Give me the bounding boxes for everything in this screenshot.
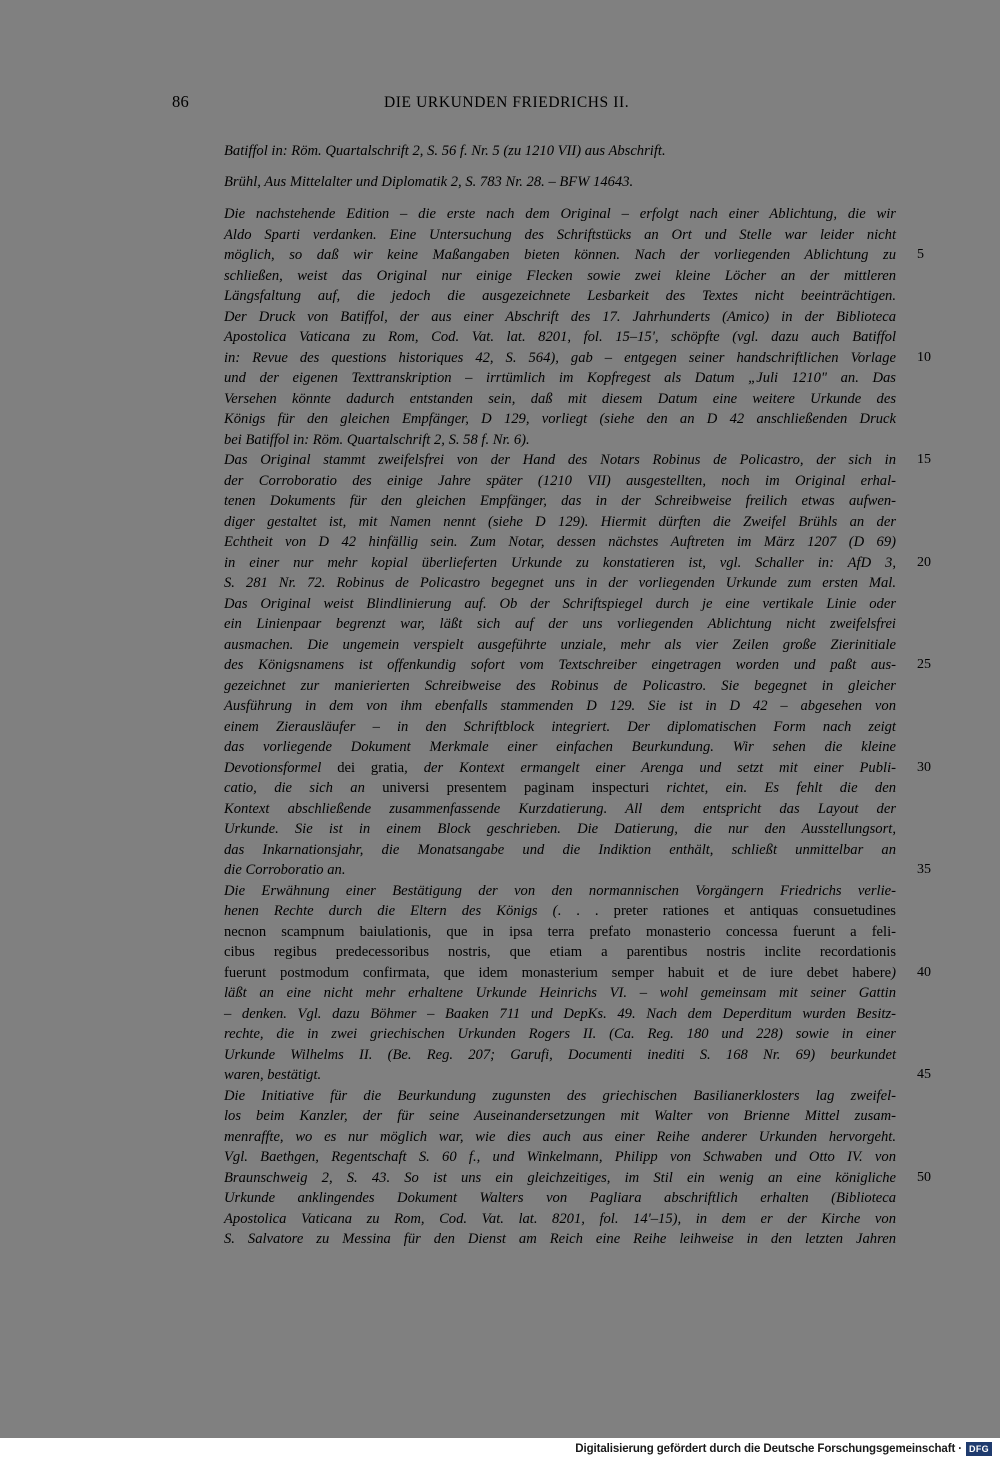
text-segment: des Königsnamens ist offenkundig sofort vom Textschreiber eingetragen worden und paßt aus- <box>224 657 896 673</box>
text-segment: und der eigenen Texttranskription – irrtümlich im Kopfregest als Datum „Juli 1210" an. Das <box>224 370 896 386</box>
text-line <box>224 696 896 717</box>
text-line <box>224 1065 931 1086</box>
line-number: 50 <box>917 1169 931 1185</box>
text-line <box>224 860 931 881</box>
quoted-latin-text: dei gratia <box>337 759 405 776</box>
text-line <box>224 532 896 553</box>
text-line <box>224 881 896 902</box>
quoted-latin-text: fuerunt postmodum confirmata, que idem monasterium semper habuit et de iure debet habere <box>224 964 892 981</box>
text-segment: ein Linienpaar begrenzt war, läßt sich auf der uns vorliegenden Ablichtung nicht zweifelsfrei <box>224 616 896 632</box>
text-line <box>224 512 896 533</box>
text-segment: bei Batiffol in: Röm. Quartalschrift 2, S. 58 f. Nr. 6). <box>224 431 530 448</box>
text-line <box>224 1168 931 1189</box>
text-line <box>224 614 896 635</box>
line-number: 20 <box>917 554 931 570</box>
text-line <box>224 204 896 225</box>
text-line <box>224 840 896 861</box>
text-segment: Urkunde anklingendes Dokument Walters von Pagliara abschriftlich erhalten (Biblioteca <box>224 1190 896 1206</box>
text-segment: Apostolica Vaticana zu Rom, Cod. Vat. lat. 8201, fol. 15–15', schöpfte (vgl. dazu auch Batiffol <box>224 329 896 345</box>
text-line <box>224 1229 896 1250</box>
text-segment: läßt an eine nicht mehr erhaltene Urkunde Heinrichs VI. – wohl gemeinsam mit seiner Gattin <box>224 985 896 1001</box>
dfg-logo: DFG <box>966 1442 992 1456</box>
text-line <box>224 553 931 574</box>
text-segment: – denken. Vgl. dazu Böhmer – Baaken 711 und DepKs. 49. Nach dem Deperditum wurden Besitz- <box>224 1005 896 1022</box>
text-segment: menraffte, wo es nur möglich war, wie dies auch aus einer Reihe anderer Urkunden hervorgeht. <box>224 1128 896 1145</box>
text-segment: Apostolica Vaticana zu Rom, Cod. Vat. lat. 8201, fol. 14'–15), in dem er der Kirche von <box>224 1210 896 1227</box>
text-segment: Längsfaltung auf, die jedoch die ausgezeichnete Lesbarkeit des Textes nicht beeinträchtigen. <box>224 288 896 304</box>
text-segment: in einer nur mehr kopial überlieferten Urkunde zu konstatieren ist, vgl. Schaller in: AfD 3, <box>224 554 896 571</box>
text-line <box>224 778 896 799</box>
quoted-latin-text: . . . preter rationes et antiquas consuetudines <box>557 903 896 919</box>
text-segment: Das Original stammt zweifelsfrei von der Hand des Notars Robinus de Policastro, der sich in <box>224 452 896 468</box>
text-line <box>224 901 896 922</box>
text-line <box>224 1147 896 1168</box>
text-line <box>224 471 896 492</box>
bibliography-line: Batiffol in: Röm. Quartalschrift 2, S. 56 f. Nr. 5 (zu 1210 VII) aus Abschrift. <box>224 143 666 159</box>
text-segment: Königs für den gleichen Empfänger, D 129, vorliegt (siehe den an D 42 anschließenden Druck <box>224 411 896 427</box>
text-line <box>224 573 896 594</box>
text-line <box>224 655 931 676</box>
text-segment: das Inkarnationsjahr, die Monatsangabe und die Indiktion enthält, schließt unmittelbar an <box>224 841 896 858</box>
text-segment: ausmachen. Die ungemein verspielt ausgeführte unziale, mehr als vier Zeilen große Zierinitiale <box>224 636 896 653</box>
text-line <box>224 1086 896 1107</box>
text-line <box>224 1024 896 1045</box>
text-segment: das vorliegende Dokument Merkmale einer einfachen Beurkundung. Wir sehen die kleine <box>224 739 896 755</box>
text-segment: Braunschweig 2, S. 43. So ist uns ein gleichzeitiges, im Stil ein wenig an eine königliche <box>224 1169 896 1186</box>
text-segment: Die nachstehende Edition – die erste nach dem Original – erfolgt nach einer Ablichtung, die wir <box>224 206 896 222</box>
text-segment: Die Erwähnung einer Bestätigung der von den normannischen Vorgängern Friedrichs verlie- <box>224 882 896 899</box>
text-segment: gezeichnet zur manierierten Schreibweise des Robinus de Policastro. Sie begegnet in gleicher <box>224 677 896 694</box>
text-segment: Urkunde Wilhelms II. (Be. Reg. 207; Garufi, Documenti inediti S. 168 Nr. 69) beurkundet <box>224 1046 896 1063</box>
text-segment: Urkunde. Sie ist in einem Block geschrieben. Die Datierung, die nur den Ausstellungsort, <box>224 821 896 837</box>
text-line <box>224 737 896 758</box>
text-segment: in: Revue des questions historiques 42, S. 564), gab – entgegen seiner handschriftlichen Vorlage <box>224 349 896 366</box>
text-segment: , der Kontext ermangelt einer Arenga und setzt mit einer Publi- <box>404 759 896 776</box>
line-number: 25 <box>917 657 931 672</box>
line-number: 35 <box>917 862 931 877</box>
text-segment: S. 281 Nr. 72. Robinus de Policastro begegnet uns in der vorliegenden Urkunde zum ersten Mal. <box>224 575 896 591</box>
text-line <box>224 758 931 779</box>
text-segment: S. Salvatore zu Messina für den Dienst am Reich eine Reihe leihweise in den letzten Jahren <box>224 1231 896 1247</box>
text-segment: Versehen könnte dadurch entstanden sein, daß mit diesem Datum eine weitere Urkunde des <box>224 390 896 407</box>
text-line <box>224 983 896 1004</box>
line-number: 40 <box>917 964 931 980</box>
text-line <box>224 225 896 246</box>
text-segment: Das Original weist Blindlinierung auf. Ob der Schriftspiegel durch je eine vertikale Linie oder <box>224 595 896 612</box>
text-segment: einem Zierausläufer – in den Schriftblock integriert. Der diplomatischen Form nach zeigt <box>224 718 896 735</box>
text-line <box>224 389 896 410</box>
text-segment: Der Druck von Batiffol, der aus einer Abschrift des 17. Jahrhunderts (Amico) in der Biblioteca <box>224 308 896 325</box>
text-line <box>224 1045 896 1066</box>
text-segment: henen Rechte durch die Eltern des Königs ( <box>224 903 558 919</box>
page-title: DIE URKUNDEN FRIEDRICHS II. <box>384 94 630 111</box>
text-line <box>224 963 931 984</box>
commentary-text <box>224 204 931 1250</box>
text-segment: Vgl. Baethgen, Regentschaft S. 60 f., und Winkelmann, Philipp von Schwaben und Otto IV. von <box>224 1149 896 1165</box>
text-line <box>224 368 896 389</box>
text-line <box>224 922 896 943</box>
text-segment: richtet, ein. Es fehlt die den <box>649 780 897 796</box>
text-line <box>224 430 896 451</box>
text-segment: Devotionsformel <box>224 759 338 776</box>
text-line <box>224 1209 896 1230</box>
text-segment: der Corroboratio des einige Jahre später (1210 VII) ausgestellten, noch im Original erhal- <box>224 472 896 489</box>
text-segment: rechte, die in zwei griechischen Urkunden Rogers II. (Ca. Reg. 180 und 228) sowie in einer <box>224 1026 896 1042</box>
text-segment: die Corroboratio an. <box>224 862 346 878</box>
text-line <box>224 635 896 656</box>
text-line <box>224 1004 896 1025</box>
text-segment: möglich, so daß wir keine Maßangaben bieten können. Nach der vorliegenden Ablichtung zu <box>224 247 896 263</box>
text-line <box>224 266 896 287</box>
text-segment: Aldo Sparti verdanken. Eine Untersuchung des Schriftstücks an Ort und Stelle war leider nicht <box>224 226 896 243</box>
text-line <box>224 450 931 471</box>
running-head <box>172 92 892 116</box>
text-segment: Die Initiative für die Beurkundung zugunsten des griechischen Basilianerklosters lag zweifel- <box>224 1087 896 1104</box>
text-segment: los beim Kanzler, der für seine Auseinandersetzungen mit Walter von Brienne Mittel zusam- <box>224 1108 896 1124</box>
text-line <box>224 717 896 738</box>
line-number: 15 <box>917 452 931 467</box>
text-line <box>224 286 896 307</box>
quoted-latin-text: cibus regibus predecessoribus nostris, que etiam a parentibus nostris inclite recordationis <box>224 944 896 960</box>
text-segment: schließen, weist das Original nur einige Flecken sowie zwei kleine Löcher an der mittleren <box>224 267 896 284</box>
line-number: 10 <box>917 349 931 365</box>
bibliography-line: Brühl, Aus Mittelalter und Diplomatik 2, S. 783 Nr. 28. – BFW 14643. <box>224 174 634 190</box>
text-segment: waren, bestätigt. <box>224 1067 322 1083</box>
quoted-latin-text: universi presentem paginam inspecturi <box>382 780 650 796</box>
text-segment: catio, die sich an <box>224 780 383 796</box>
text-line <box>224 594 896 615</box>
text-line <box>224 1106 896 1127</box>
footer <box>0 1438 1000 1462</box>
text-segment: ) <box>891 964 896 981</box>
text-line <box>224 307 896 328</box>
text-line <box>224 409 896 430</box>
text-line <box>224 348 931 369</box>
text-line <box>224 942 896 963</box>
text-segment: tenen Dokuments für den gleichen Empfänger, das in der Schreibweise freilich etwas aufwen- <box>224 493 896 509</box>
text-segment: Ausführung in dem von ihm ebenfalls stammenden D 129. Sie ist in D 42 – abgesehen von <box>224 698 896 714</box>
text-line <box>224 676 896 697</box>
funding-credit: Digitalisierung gefördert durch die Deutsche Forschungsgemeinschaft · <box>575 1443 962 1455</box>
line-number: 45 <box>917 1067 931 1082</box>
line-number: 5 <box>917 247 924 262</box>
text-line <box>224 1127 896 1148</box>
text-line <box>224 327 896 348</box>
text-line <box>224 1188 896 1209</box>
text-segment: Echtheit von D 42 hinfällig sein. Zum Notar, dessen nächstes Auftreten im März 1207 (D 69) <box>224 534 896 550</box>
text-line <box>224 799 896 820</box>
page-number: 86 <box>172 92 190 111</box>
text-segment: Kontext abschließende zusammenfassende Kurzdatierung. All dem entspricht das Layout der <box>224 800 896 817</box>
text-line <box>224 819 896 840</box>
text-line <box>224 491 896 512</box>
quoted-latin-text: necnon scampnum baiulationis, que in ipsa terra prefato monasterio concessa fuerunt a feli- <box>224 923 896 940</box>
text-line <box>224 245 924 266</box>
line-number: 30 <box>917 759 931 775</box>
text-segment: diger gestaltet ist, mit Namen nennt (siehe D 129). Hiermit dürften die Zweifel Brühls an der <box>224 513 896 530</box>
